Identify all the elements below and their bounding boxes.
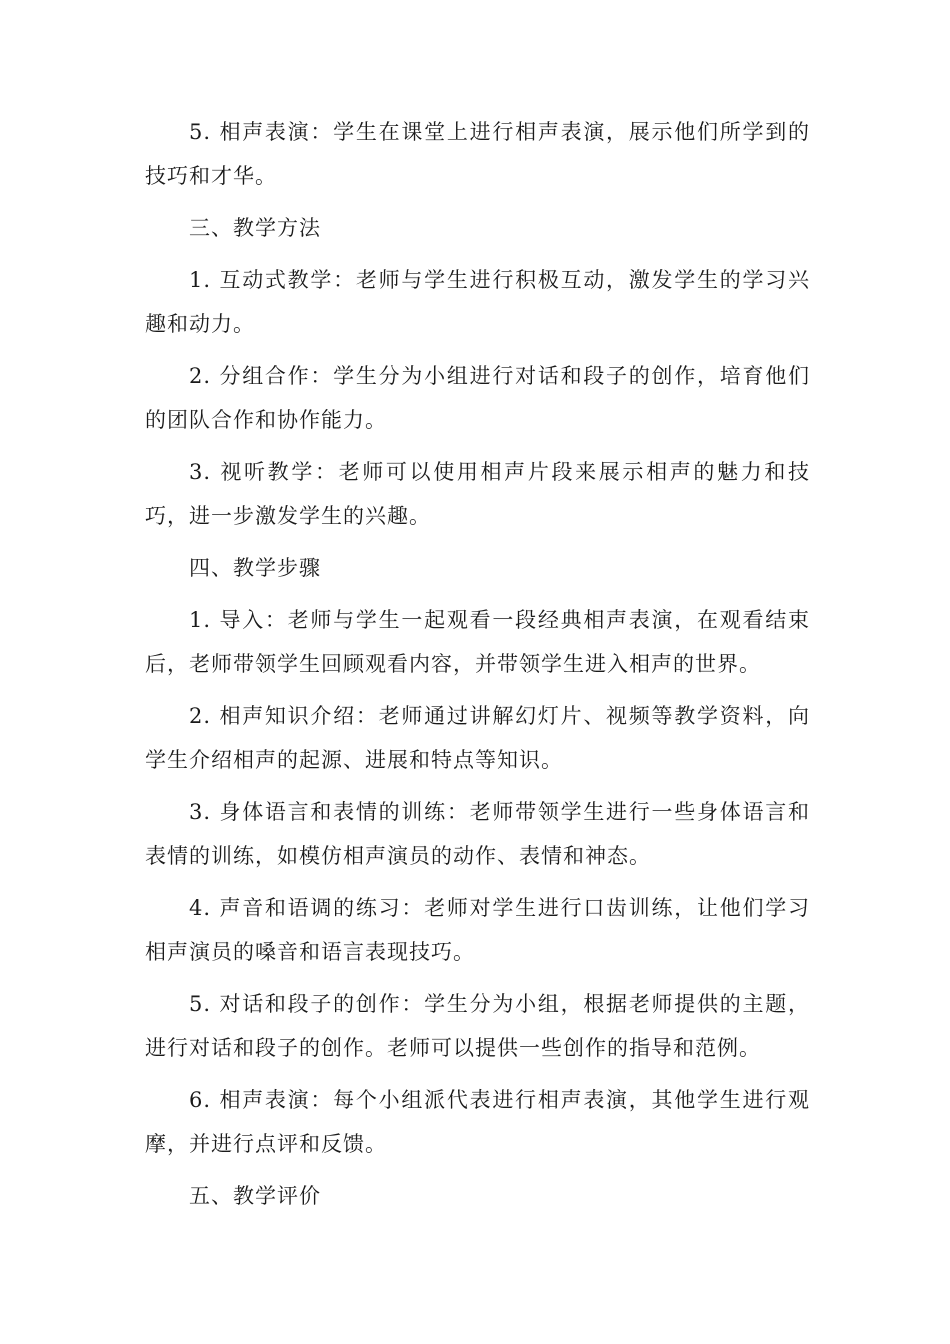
paragraph-step-1: 1. 导入：老师与学生一起观看一段经典相声表演，在观看结束后，老师带领学生回顾观看内容，并带领学生进入相声的世界。 [145, 608, 810, 676]
paragraph-step-5: 5. 对话和段子的创作：学生分为小组，根据老师提供的主题，进行对话和段子的创作。老师可以提供一些创作的指导和范例。 [145, 992, 810, 1060]
paragraph-method-2: 2. 分组合作：学生分为小组进行对话和段子的创作，培育他们的团队合作和协作能力。 [145, 364, 810, 432]
paragraph-step-3: 3. 身体语言和表情的训练：老师带领学生进行一些身体语言和表情的训练，如模仿相声演员的动作、表情和神态。 [145, 800, 810, 868]
paragraph-performance-5: 5. 相声表演：学生在课堂上进行相声表演，展示他们所学到的技巧和才华。 [145, 120, 810, 188]
section-heading-teaching-methods: 三、教学方法 [189, 216, 321, 240]
paragraph-method-1: 1. 互动式教学：老师与学生进行积极互动，激发学生的学习兴趣和动力。 [145, 268, 810, 336]
paragraph-method-3: 3. 视听教学：老师可以使用相声片段来展示相声的魅力和技巧，进一步激发学生的兴趣。 [145, 460, 810, 528]
paragraph-step-4: 4. 声音和语调的练习：老师对学生进行口齿训练，让他们学习相声演员的嗓音和语言表现技巧。 [145, 896, 810, 964]
section-heading-teaching-evaluation: 五、教学评价 [189, 1184, 321, 1208]
paragraph-step-2: 2. 相声知识介绍：老师通过讲解幻灯片、视频等教学资料，向学生介绍相声的起源、进展和特点等知识。 [145, 704, 810, 772]
section-heading-teaching-steps: 四、教学步骤 [189, 556, 321, 580]
document-body [145, 110, 810, 1226]
paragraph-step-6: 6. 相声表演：每个小组派代表进行相声表演，其他学生进行观摩，并进行点评和反馈。 [145, 1088, 810, 1156]
